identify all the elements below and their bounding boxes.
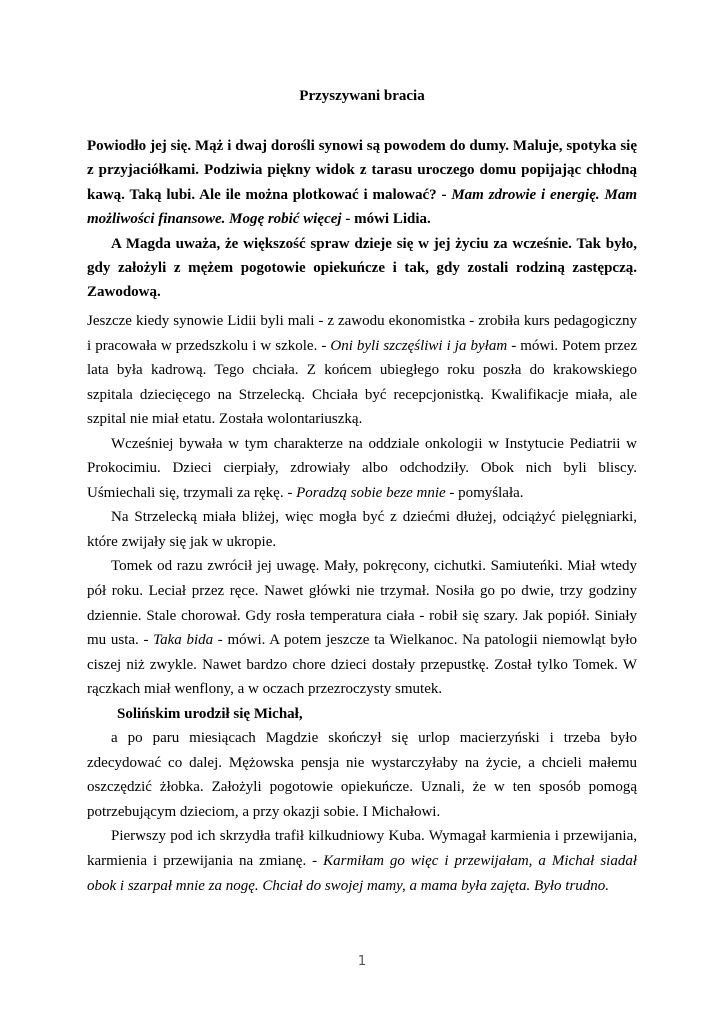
body-text: - mówi. A potem jeszcze ta Wielkanoc. Na patologii niemowląt było ciszej niż zwykle. Nawet bardzo chore dzieci dostały przepustkę. Został tylko Tomek. W rączkach miał wenflony, a w oczach przezroczysty smutek. — [87, 632, 638, 698]
body-text: Wcześniej bywała w tym charakterze na oddziale onkologii w Instytucie Pediatrii w Prokocimiu. Dzieci cierpiały, zdrowiały albo odchodziły. Obok nich byli bliscy. Uśmiechali się, trzymali za rękę. - — [87, 435, 637, 501]
body-section — [87, 309, 637, 898]
body-paragraph-4 — [87, 554, 637, 701]
body-paragraph-5: a po paru miesiącach Magdzie skończył się urlop macierzyński i trzeba było zdecydować co dalej. Mężowska pensja nie wystarczyłaby na życie, a chcieli małemu oszczędzić żłobka. Założyli pogotowie opiekuńcze. Uznali, że w ten sposób pomogą potrzebującym dzieciom, a przy okazji sobie. I Michałowi. — [87, 730, 637, 820]
body-quote: Poradzą sobie beze mnie — [296, 484, 446, 501]
body-text: Jeszcze kiedy synowie Lidii byli mali - z zawodu ekonomistka - zrobiła kurs pedagogiczny i pracowała w przedszkolu i w szkole. - — [87, 313, 637, 354]
lead-paragraph-1 — [87, 134, 637, 232]
lead-paragraph-2: A Magda uważa, że większość spraw dzieje się w jej życiu za wcześnie. Tak było, gdy założyli z mężem pogotowie opiekuńcze i tak, gdy zostali rodziną zastępczą. Zawodową. — [87, 235, 637, 301]
article-title: Przyszywani bracia — [299, 88, 425, 104]
body-quote: Taka bida — [153, 632, 214, 649]
lead-section — [87, 134, 637, 305]
body-text: Tomek od razu zwrócił jej uwagę. Mały, pokręcony, cichutki. Samiuteńki. Miał wtedy pół roku. Leciał przez ręce. Nawet główki nie trzymał. Nosiła go po dwie, trzy godziny dziennie. Stale chorował. Gdy rosła temperatura ciała - robił się szary. Jak popiół. Siniały mu usta. - — [87, 558, 637, 649]
body-quote: Karmiłam go więc i przewijałam, a Michał siadał obok i szarpał mnie za nogę. Chciał do swojej mamy, a mama była zajęta. Było trudno. — [87, 853, 637, 894]
body-quote: Oni byli szczęśliwi i ja byłam — [330, 337, 508, 354]
lead-text: - mówi Lidia. — [341, 211, 431, 228]
body-text: - pomyślała. — [445, 484, 524, 501]
page-number: 1 — [357, 954, 367, 969]
section-subheading: Solińskim urodził się Michał, — [117, 705, 303, 722]
lead-text: Powiodło jej się. Mąż i dwaj dorośli synowi są powodem do dumy. Maluje, spotyka się z przyjaciółkami. Podziwia piękny widok z tarasu uroczego domu popijając chłodną kawą. Taką lubi. Ale ile można plotkować i malować? - — [87, 138, 637, 203]
body-text: - mówi. Potem przez lata była kadrową. Tego chciała. Z końcem ubiegłego roku poszła do krakowskiego szpitala dziecięcego na Strzelecką. Chciała być recepcjonistką. Kwalifikacje miała, ale szpital nie miał etatu. Została wolontariuszką. — [87, 337, 637, 428]
body-paragraph-2 — [87, 432, 637, 506]
body-paragraph-6 — [87, 824, 637, 898]
lead-quote: Mam zdrowie i energię. Mam możliwości finansowe. Mogę robić więcej — [87, 186, 637, 228]
body-text: Pierwszy pod ich skrzydła trafił kilkudniowy Kuba. Wymagał karmienia i przewijania, karmienia i przewijania na zmianę. - — [87, 828, 637, 870]
body-paragraph-1 — [87, 309, 637, 432]
body-paragraph-3: Na Strzelecką miała bliżej, więc mogła być z dziećmi dłużej, odciążyć pielęgniarki, które zwijały się jak w ukropie. — [87, 509, 637, 550]
